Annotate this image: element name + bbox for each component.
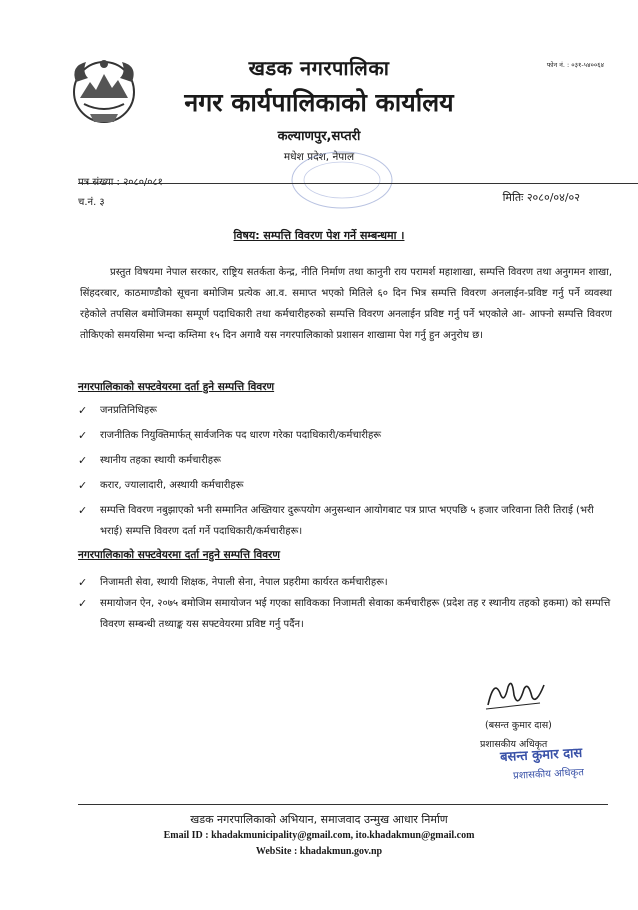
footer-website — [0, 846, 638, 857]
seal-title-stamp: प्रशासकीय अधिकृत — [512, 767, 585, 782]
dispatch-number: च.नं. ३ — [78, 197, 105, 208]
list-item — [78, 450, 616, 471]
website-label: WebSite : — [255, 846, 298, 857]
check-icon: ✓ — [78, 504, 88, 517]
registered-list — [78, 400, 616, 546]
email-link[interactable]: khadakmunicipality@gmail.com, ito.khadakmun@gmail.com — [211, 830, 475, 841]
footer-slogan: खडक नगरपालिकाको अभियान, समाजवाद उन्मुख आधार निर्माण — [190, 813, 448, 826]
signatory-title: प्रशासकीय अधिकृत — [480, 739, 548, 750]
list-item-text: राजनीतिक नियुक्तिमार्फत् सार्वजनिक पद धारण गरेका पदाधिकारी/कर्मचारीहरू — [100, 430, 382, 441]
office-stamp — [290, 148, 395, 212]
website-link[interactable]: khadakmun.gov.np — [299, 846, 383, 857]
registered-section-heading: नगरपालिकाको सफ्टवेयरमा दर्ता हुने सम्पत्ति विवरण — [78, 381, 275, 393]
footer-divider — [78, 804, 608, 805]
list-item — [78, 400, 616, 421]
body-paragraph: प्रस्तुत विषयमा नेपाल सरकार, राष्ट्रिय सतर्कता केन्द्र, नीति निर्माण तथा कानुनी राय परामर्श महाशाखा, सम्पत्ति विवरण तथा अनुगमन शाखा, सिंहदरबार, काठमाण्डौको सूचना बमोजिम प्रत्येक आ.व. समाप्त भएको मितिले ६० दिन भित्र सम्पत्ति विवरण अनलाईन-प्रविष्ट गर्नु पर्ने व्यवस्था रहेकोले तपसिल बमोजिमका सम्पूर्ण पदाधिकारी तथा कर्मचारीहरुको सम्पत्ति विवरण अनलाईन प्रविष्ट गर्नु पर्ने भएकोले आ- आफ्नो सम्पत्ति विवरण तोकिएको समयसिमा भन्दा कम्तिमा १५ दिन अगावै यस नगरपालिकाको प्रशासन शाखामा पेश गर्नु हुन अनुरोध छ। — [80, 267, 612, 341]
email-label: Email ID : — [163, 830, 209, 841]
header-divider — [78, 183, 638, 184]
reference-number: पत्र संख्या : २०८०/०८१ — [78, 177, 163, 188]
list-item — [78, 500, 616, 542]
letter-date: मितिः २०८०/०४/०२ — [502, 191, 580, 204]
list-item-text: समायोजन ऐन, २०७५ बमोजिम समायोजन भई गएका साविकका निजामती सेवाका कर्मचारीहरू (प्रदेश तह र स्थानीय तहको हकमा) को सम्पत्ति विवरण सम्बन्धी तथ्याङ्क यस सफ्टवेयरमा प्रविष्ट गर्नु पर्दैन। — [100, 598, 611, 630]
subject-text: विषय: सम्पत्ति विवरण पेश गर्ने सम्बन्धमा । — [233, 229, 405, 242]
province-country: मधेश प्रदेश, नेपाल — [283, 151, 355, 163]
list-item-text: सम्पत्ति विवरण नबुझाएको भनी सम्मानित अख्तियार दुरूपयोग अनुसन्धान आयोगबाट पत्र प्राप्त भएपछि ५ हजार जरिवाना तिरी तिराई (भरी भराई) सम्पत्ति विवरण दर्ता गर्ने पदाधिकारी/कर्मचारीहरू। — [100, 505, 594, 537]
signatory-name: (बसन्त कुमार दास) — [485, 720, 552, 731]
list-item — [78, 593, 616, 635]
list-item-text: निजामती सेवा, स्थायी शिक्षक, नेपाली सेना, नेपाल प्रहरीमा कार्यरत कर्मचारीहरू। — [100, 577, 388, 588]
list-item — [78, 425, 616, 446]
footer-email — [0, 830, 638, 841]
check-icon: ✓ — [78, 429, 88, 442]
list-item-text: जनप्रतिनिधिहरू — [100, 405, 157, 416]
not-registered-section-heading: नगरपालिकाको सफ्टवेयरमा दर्ता नहुने सम्पत्ति विवरण — [78, 549, 280, 561]
office-name: नगर कार्यपालिकाको कार्यालय — [184, 88, 454, 117]
handwritten-signature — [480, 675, 550, 715]
check-icon: ✓ — [78, 576, 88, 589]
list-item-text: स्थानीय तहका स्थायी कर्मचारीहरू — [100, 455, 221, 466]
check-icon: ✓ — [78, 404, 88, 417]
check-icon: ✓ — [78, 479, 88, 492]
seal-name-stamp: बसन्त कुमार दास — [499, 745, 583, 766]
not-registered-list — [78, 572, 616, 635]
municipality-name: खडक नगरपालिका — [248, 56, 390, 80]
list-item-text: करार, ज्यालादारी, अस्थायी कर्मचारीहरू — [100, 480, 244, 491]
phone-number: फोन नं. : ०३१-५४००६४ — [546, 61, 604, 69]
list-item — [78, 572, 616, 593]
check-icon: ✓ — [78, 454, 88, 467]
subject-line — [0, 228, 638, 243]
list-item — [78, 475, 616, 496]
office-location: कल्याणपुर,सप्तरी — [277, 129, 361, 144]
check-icon: ✓ — [78, 597, 88, 610]
